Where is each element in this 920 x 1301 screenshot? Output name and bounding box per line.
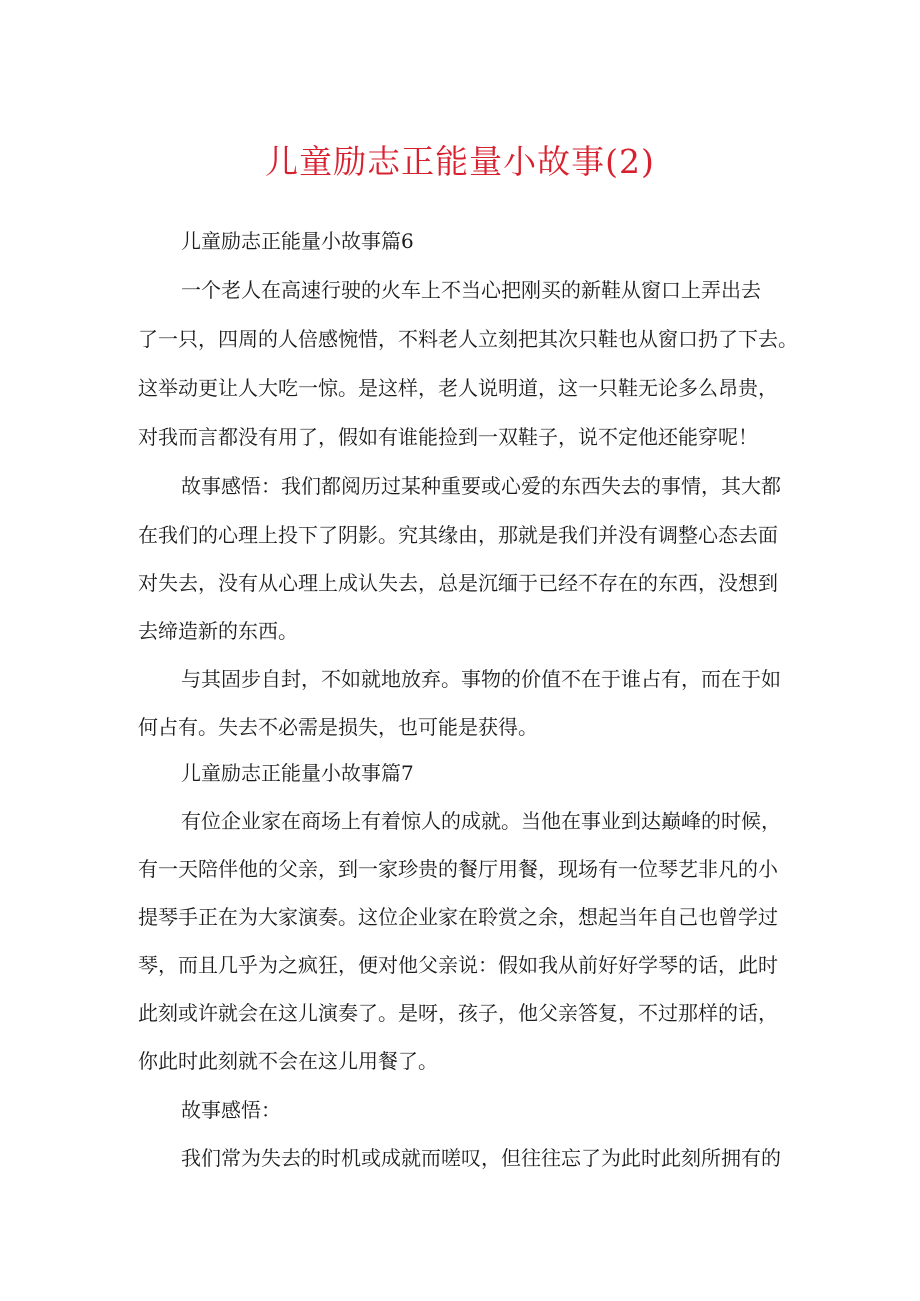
paragraph-line: 一个老人在高速行驶的火车上不当心把刚买的新鞋从窗口上弄出去 — [181, 278, 761, 302]
paragraph-line: 你此时此刻就不会在这儿用餐了。 — [138, 1049, 438, 1073]
paragraph-line: 与其固步自封，不如就地放弃。事物的价值不在于谁占有，而在于如 — [181, 667, 781, 691]
paragraph-line: 这举动更让人大吃一惊。是这样，老人说明道，这一只鞋无论多么昂贵， — [138, 376, 778, 400]
paragraph-line: 有位企业家在商场上有着惊人的成就。当他在事业到达巅峰的时候， — [181, 809, 781, 833]
section-heading: 儿童励志正能量小故事篇7 — [181, 761, 414, 785]
paragraph-line: 何占有。失去不必需是损失，也可能是获得。 — [138, 715, 538, 739]
paragraph-line: 此刻或许就会在这儿演奏了。是呀，孩子，他父亲答复，不过那样的话， — [138, 1001, 778, 1025]
section-heading: 儿童励志正能量小故事篇6 — [181, 229, 414, 253]
paragraph-line: 我们常为失去的时机或成就而嗟叹，但往往忘了为此时此刻所拥有的 — [181, 1146, 781, 1170]
paragraph-line: 对失去，没有从心理上成认失去，总是沉缅于已经不存在的东西，没想到 — [138, 571, 778, 595]
paragraph-line: 去缔造新的东西。 — [138, 619, 298, 643]
paragraph-line: 琴，而且几乎为之疯狂，便对他父亲说：假如我从前好好学琴的话，此时 — [138, 953, 778, 977]
paragraph-line: 提琴手正在为大家演奏。这位企业家在聆赏之余，想起当年自己也曾学过 — [138, 905, 778, 929]
paragraph-line: 了一只，四周的人倍感惋惜，不料老人立刻把其次只鞋也从窗口扔了下去。 — [138, 327, 798, 351]
document-title: 儿童励志正能量小故事(2) — [265, 142, 655, 181]
insight-label: 故事感悟： — [181, 1098, 281, 1122]
paragraph-line: 对我而言都没有用了，假如有谁能捡到一双鞋子，说不定他还能穿呢！ — [138, 425, 758, 449]
paragraph-line: 在我们的心理上投下了阴影。究其缘由，那就是我们并没有调整心态去面 — [138, 523, 778, 547]
paragraph-line: 有一天陪伴他的父亲，到一家珍贵的餐厅用餐，现场有一位琴艺非凡的小 — [138, 857, 778, 881]
paragraph-line: 故事感悟：我们都阅历过某种重要或心爱的东西失去的事情，其大都 — [181, 474, 781, 498]
